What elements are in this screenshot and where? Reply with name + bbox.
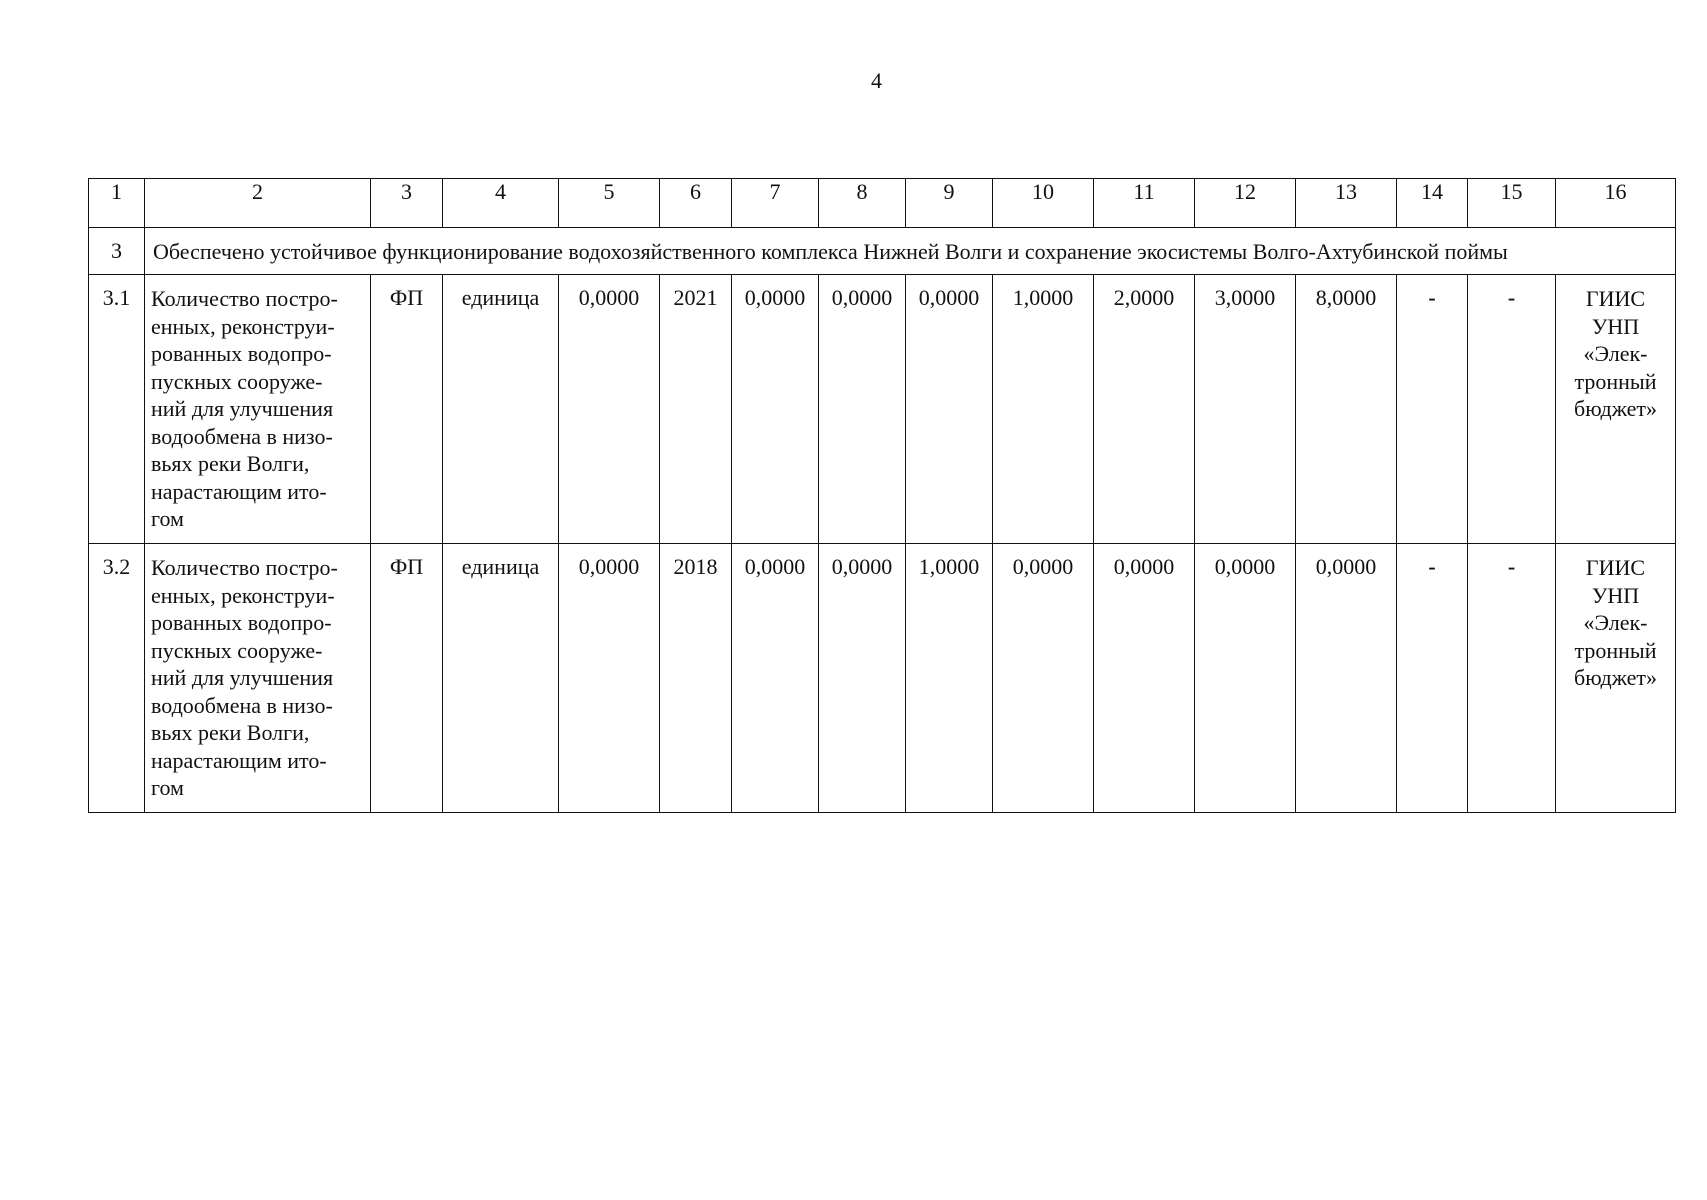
- value-cell: 1,0000: [993, 275, 1094, 544]
- value-cell: 1,0000: [906, 544, 993, 813]
- data-source: [1556, 275, 1676, 544]
- data-source-line: тронный: [1574, 368, 1657, 394]
- value-cell: 0,0000: [906, 275, 993, 544]
- section-number: 3: [89, 228, 145, 275]
- table-row: [89, 544, 1676, 813]
- data-source-line: УНП: [1591, 582, 1640, 608]
- indicator-name-line: рованных водопро-: [151, 341, 332, 366]
- section-row: [89, 228, 1676, 275]
- indicator-name-line: пускных сооруже-: [151, 637, 323, 663]
- column-number-row: [89, 179, 1676, 228]
- table-row: [89, 275, 1676, 544]
- indicator-name-line: енных, реконструи-: [151, 582, 335, 608]
- value-cell: 0,0000: [732, 544, 819, 813]
- data-source-line: бюджет»: [1574, 665, 1657, 690]
- base-value: 0,0000: [559, 275, 660, 544]
- page-number: 4: [871, 68, 882, 93]
- indicator-type: ФП: [371, 275, 443, 544]
- value-cell: -: [1468, 544, 1556, 813]
- indicator-name: [145, 544, 371, 813]
- data-source-line: УНП: [1591, 313, 1640, 339]
- indicator-name-line: вьях реки Волги,: [151, 720, 310, 745]
- data-source-line: ГИИС: [1585, 555, 1646, 580]
- column-header: 9: [906, 179, 993, 228]
- value-cell: 0,0000: [819, 275, 906, 544]
- column-header: 13: [1296, 179, 1397, 228]
- base-value: 0,0000: [559, 544, 660, 813]
- column-header: 10: [993, 179, 1094, 228]
- indicator-name-line: нарастающим ито-: [151, 747, 327, 773]
- value-cell: 0,0000: [1094, 544, 1195, 813]
- column-header: 12: [1195, 179, 1296, 228]
- value-cell: -: [1468, 275, 1556, 544]
- indicator-name-line: водообмена в низо-: [151, 423, 333, 449]
- data-source-line: «Элек-: [1583, 610, 1648, 635]
- column-header: 11: [1094, 179, 1195, 228]
- indicator-name-line: енных, реконструи-: [151, 313, 335, 339]
- row-number: 3.2: [89, 544, 145, 813]
- value-cell: -: [1397, 544, 1468, 813]
- indicator-name-line: пускных сооруже-: [151, 368, 323, 394]
- value-cell: 0,0000: [1296, 544, 1397, 813]
- column-header: 3: [371, 179, 443, 228]
- value-cell: 2,0000: [1094, 275, 1195, 544]
- value-cell: 0,0000: [732, 275, 819, 544]
- indicator-name-line: гом: [151, 775, 184, 800]
- base-year: 2021: [660, 275, 732, 544]
- column-header: 14: [1397, 179, 1468, 228]
- indicator-name-line: Количество постро-: [151, 555, 338, 580]
- indicator-name: [145, 275, 371, 544]
- value-cell: 0,0000: [993, 544, 1094, 813]
- indicator-name-line: ний для улучшения: [151, 665, 334, 690]
- row-number: 3.1: [89, 275, 145, 544]
- indicator-name-line: гом: [151, 506, 184, 531]
- column-header: 7: [732, 179, 819, 228]
- value-cell: -: [1397, 275, 1468, 544]
- indicator-name-line: водообмена в низо-: [151, 692, 333, 718]
- indicator-name-line: рованных водопро-: [151, 610, 332, 635]
- value-cell: 0,0000: [819, 544, 906, 813]
- value-cell: 8,0000: [1296, 275, 1397, 544]
- column-header: 4: [443, 179, 559, 228]
- base-year: 2018: [660, 544, 732, 813]
- indicator-name-line: вьях реки Волги,: [151, 451, 310, 476]
- value-cell: 0,0000: [1195, 544, 1296, 813]
- column-header: 2: [145, 179, 371, 228]
- column-header: 15: [1468, 179, 1556, 228]
- indicator-name-line: Количество постро-: [151, 286, 338, 311]
- column-header: 6: [660, 179, 732, 228]
- value-cell: 3,0000: [1195, 275, 1296, 544]
- data-source-line: «Элек-: [1583, 341, 1648, 366]
- column-header: 1: [89, 179, 145, 228]
- data-source-line: бюджет»: [1574, 396, 1657, 421]
- indicator-name-line: ний для улучшения: [151, 396, 334, 421]
- section-title: Обеспечено устойчивое функционирование водохозяйственного комплекса Нижней Волги и сохранение экосистемы Волго-Ахтубинской поймы: [145, 228, 1676, 275]
- column-header: 8: [819, 179, 906, 228]
- data-source-line: тронный: [1574, 637, 1657, 663]
- unit: единица: [443, 275, 559, 544]
- column-header: 16: [1556, 179, 1676, 228]
- column-header: 5: [559, 179, 660, 228]
- indicator-type: ФП: [371, 544, 443, 813]
- data-source-line: ГИИС: [1585, 286, 1646, 311]
- unit: единица: [443, 544, 559, 813]
- indicators-table: [88, 178, 1676, 813]
- data-source: [1556, 544, 1676, 813]
- indicator-name-line: нарастающим ито-: [151, 478, 327, 504]
